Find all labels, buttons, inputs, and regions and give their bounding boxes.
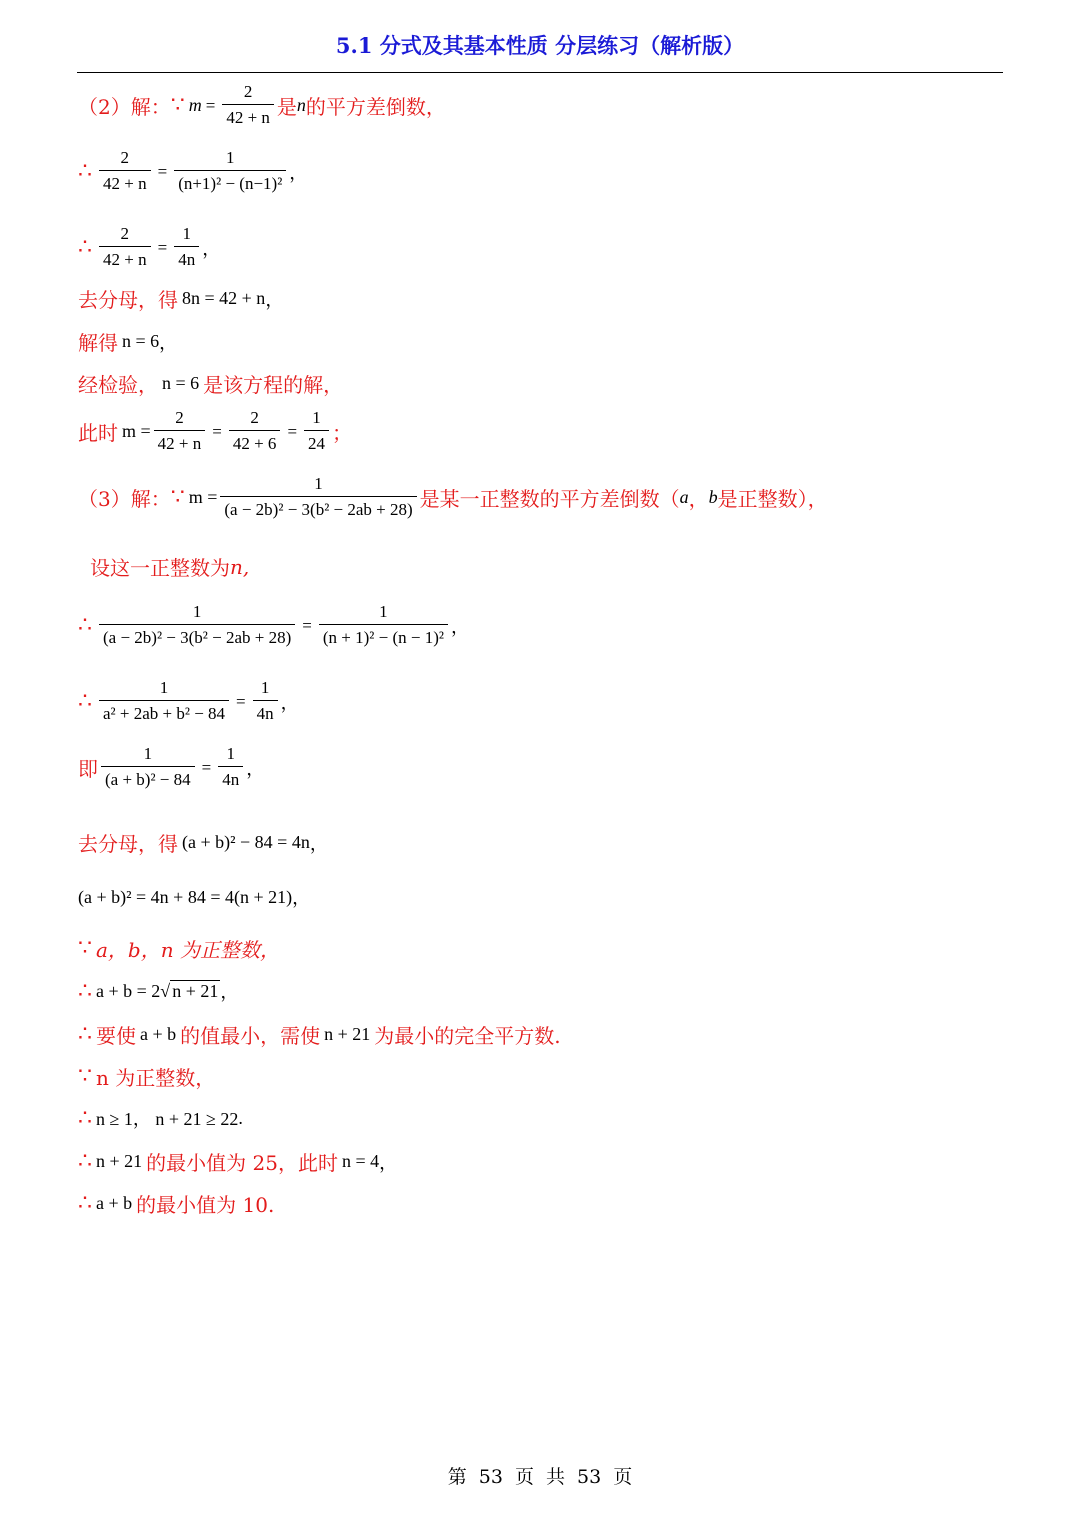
p2-step2: ∴ $\frac{2}{42 + n}$ = $\frac{1}{4n}$ ，	[78, 224, 221, 269]
p3-step10: ∴ n ≥ 1， n + 21 ≥ 22 .	[78, 1105, 243, 1131]
p3-step9: ∵ n 为正整数，	[78, 1064, 216, 1090]
p3-m-fraction: $\frac{1}{\text{(a − 2b)² − 3(b² − 2ab + 28)}}$	[220, 474, 416, 521]
sqrt-radicand: n + 21	[172, 980, 219, 1001]
p2-step4: 解得 n = 6 ，	[78, 331, 178, 355]
page-header-title: 5.1 分式及其基本性质 分层练习（解析版）	[335, 33, 745, 58]
p2-step1-rhs: $\frac{1}{\text{(n+1)² − (n−1)²}}$	[174, 148, 286, 195]
p3-label: （3）解：	[78, 487, 171, 511]
p2-step5: 经检验， n = 6 是该方程的解，	[78, 373, 344, 397]
p3-step6: ∵ a，b，n 为正整数，	[78, 936, 280, 962]
p2-m: m	[188, 95, 202, 115]
p2-m-fraction: $\frac{2}{42 + n}$	[222, 82, 274, 129]
page-footer: 第 53 页 共 53 页	[447, 1466, 633, 1488]
p3-step1: ∴ $\frac{1}{\text{(a − 2b)² − 3(b² − 2ab + 28)}}$ = $\frac{1}{\text{(n + 1)² − (n − 1)²}}$ ，	[78, 602, 469, 647]
p3-step4: 去分母，得 (a + b)² − 84 = 4n ，	[78, 832, 328, 856]
p3-step11: ∴ n + 21 的最小值为 25，此时 n = 4 ，	[78, 1149, 398, 1175]
p2-label: （2）解：	[78, 95, 171, 119]
because-symbol: ∵	[170, 93, 185, 118]
p3-intro: （3）解： ∵ m = $\frac{1}{\text{(a − 2b)² − 3(b² − 2ab + 28)}}$ 是某一正整数的平方差倒数（ a ， b 是正整数），	[78, 474, 828, 519]
p3-step7: ∴ a + b = 2 √ n + 21 ，	[78, 978, 239, 1004]
p3-step5: (a + b)² = 4n + 84 = 4(n + 21) ，	[78, 886, 311, 908]
header-rule	[77, 72, 1003, 73]
p2-step1: ∴ $\frac{2}{42 + n}$ = $\frac{1}{\text{(n+1)² − (n−1)²}}$ ，	[78, 148, 308, 193]
therefore-symbol: ∴	[78, 159, 92, 184]
p3-let: 设这一正整数为 n,	[90, 554, 250, 580]
p2-step6: 此时 m = $\frac{2}{42 + n}$ = $\frac{2}{42 + 6}$ = $\frac{1}{24}$ ；	[78, 408, 353, 453]
p3-step3: 即 $\frac{1}{\text{(a + b)² − 84}}$ = $\frac{1}{4n}$ ，	[78, 744, 265, 789]
p2-intro: （2）解： ∵ m = $\frac{2}{42 + n}$ 是 n 的平方差倒数，	[78, 82, 446, 127]
p3-step2: ∴ $\frac{1}{\text{a² + 2ab + b² − 84}}$ = $\frac{1}{4n}$ ，	[78, 678, 299, 723]
p2-step3: 去分母，得 8n = 42 + n ，	[78, 288, 284, 312]
p2-step2-rhs: $\frac{1}{4n}$	[174, 224, 199, 271]
p3-step12: ∴ a + b 的最小值为 10.	[78, 1191, 275, 1217]
p3-step8: ∴ 要使 a + b 的值最小，需使 n + 21 为最小的完全平方数.	[78, 1022, 561, 1048]
